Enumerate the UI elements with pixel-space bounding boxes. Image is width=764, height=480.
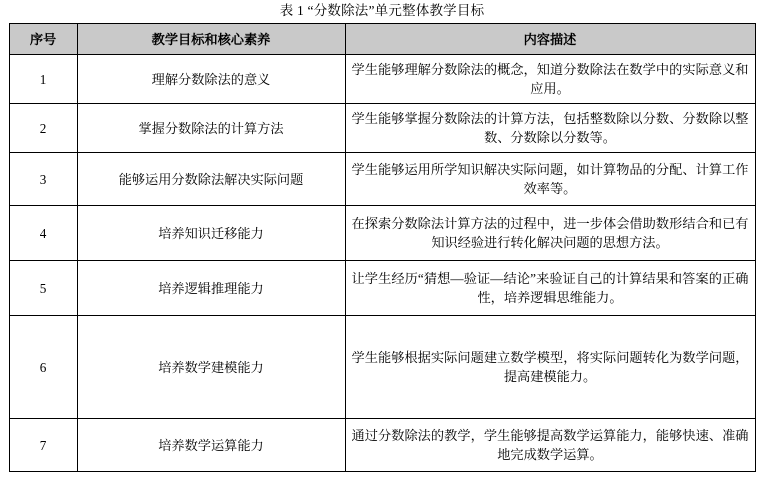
- cell-goal: 培养知识迁移能力: [77, 206, 345, 261]
- cell-description: 学生能够掌握分数除法的计算方法，包括整数除以分数、分数除以整数、分数除以分数等。: [345, 104, 755, 153]
- column-header-description: 内容描述: [345, 24, 755, 55]
- teaching-goals-table: [9, 23, 756, 472]
- table-row: [9, 419, 755, 472]
- cell-index: 2: [9, 104, 77, 153]
- cell-goal: 理解分数除法的意义: [77, 55, 345, 104]
- table-header-row: [9, 24, 755, 55]
- table-row: [9, 316, 755, 419]
- cell-index: 4: [9, 206, 77, 261]
- column-header-index: 序号: [9, 24, 77, 55]
- cell-goal: 能够运用分数除法解决实际问题: [77, 153, 345, 206]
- table-header: [9, 24, 755, 55]
- cell-goal: 培养逻辑推理能力: [77, 261, 345, 316]
- cell-index: 5: [9, 261, 77, 316]
- cell-index: 3: [9, 153, 77, 206]
- cell-description: 在探索分数除法计算方法的过程中，进一步体会借助数形结合和已有知识经验进行转化解决问题的思想方法。: [345, 206, 755, 261]
- column-header-goal: 教学目标和核心素养: [77, 24, 345, 55]
- cell-index: 7: [9, 419, 77, 472]
- cell-goal: 培养数学建模能力: [77, 316, 345, 419]
- table-row: [9, 55, 755, 104]
- cell-description: 学生能够根据实际问题建立数学模型，将实际问题转化为数学问题，提高建模能力。: [345, 316, 755, 419]
- table-row: [9, 104, 755, 153]
- cell-description: 学生能够运用所学知识解决实际问题，如计算物品的分配、计算工作效率等。: [345, 153, 755, 206]
- cell-index: 6: [9, 316, 77, 419]
- cell-description: 通过分数除法的教学，学生能够提高数学运算能力，能够快速、准确地完成数学运算。: [345, 419, 755, 472]
- cell-goal: 培养数学运算能力: [77, 419, 345, 472]
- cell-description: 让学生经历“猜想—验证—结论”来验证自己的计算结果和答案的正确性，培养逻辑思维能力。: [345, 261, 755, 316]
- cell-goal: 掌握分数除法的计算方法: [77, 104, 345, 153]
- table-row: [9, 153, 755, 206]
- table-body: [9, 55, 755, 472]
- table-row: [9, 206, 755, 261]
- table-row: [9, 261, 755, 316]
- cell-index: 1: [9, 55, 77, 104]
- cell-description: 学生能够理解分数除法的概念，知道分数除法在数学中的实际意义和应用。: [345, 55, 755, 104]
- table-caption: 表 1 “分数除法”单元整体教学目标: [279, 3, 485, 18]
